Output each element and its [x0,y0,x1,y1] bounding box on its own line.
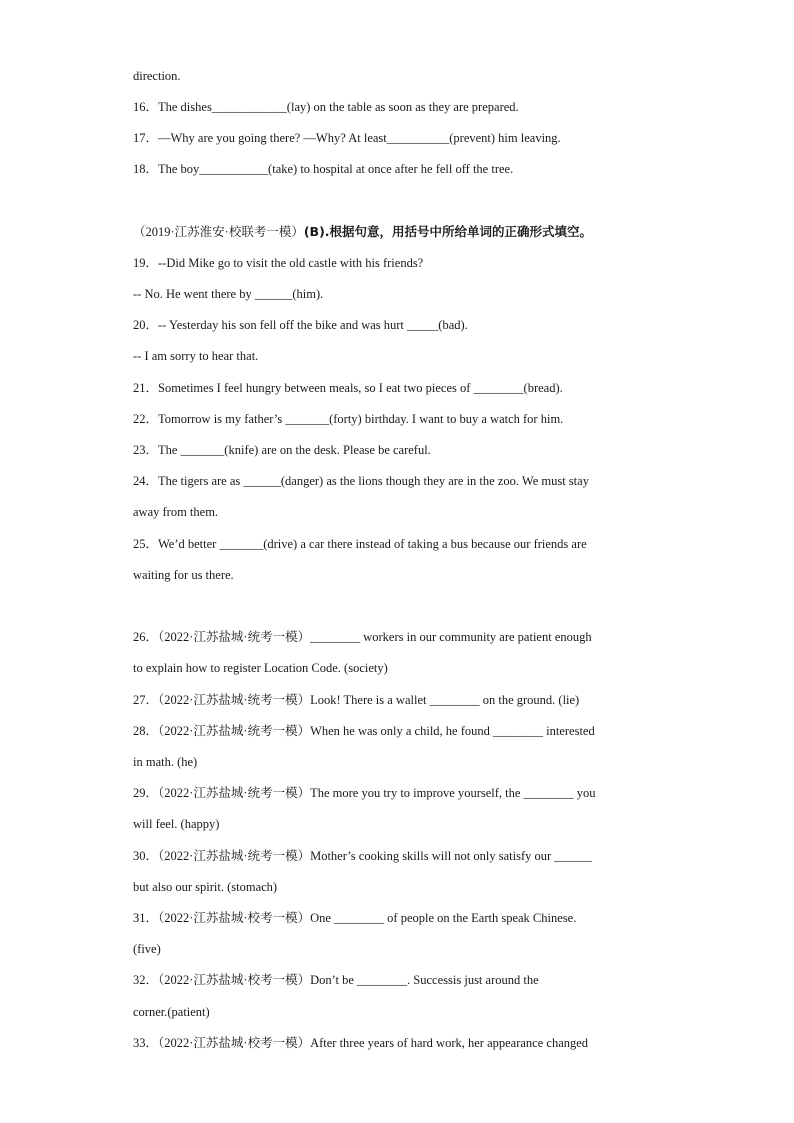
section-instruction: (B).根据句意，用括号中所给单词的正确形式填空。 [303,224,593,239]
answer-line-20: -- I am sorry to hear that. [133,349,259,363]
question-25: 25．We’d better _______(drive) a car there instead of taking a bus because our friends are [133,537,587,551]
question-32-cont: corner.(patient) [133,1005,210,1019]
question-24-cont: away from them. [133,505,219,519]
answer-line-19: -- No. He went there by ______(him). [133,287,324,301]
question-30: 30．（2022·江苏盐城·统考一模）Mother’s cooking skills will not only satisfy our ______ [133,849,592,863]
question-33: 33．（2022·江苏盐城·校考一模）After three years of hard work, her appearance changed [133,1036,589,1050]
question-24: 24．The tigers are as ______(danger) as the lions though they are in the zoo. We must stay [133,474,589,488]
question-25-cont: waiting for us there. [133,568,234,582]
section-source: （2019·江苏淮安·校联考一模） [133,225,304,239]
question-18: 18．The boy___________(take) to hospital at once after he fell off the tree. [133,162,514,176]
question-19: 19．--Did Mike go to visit the old castle with his friends? [133,256,424,270]
question-20: 20．-- Yesterday his son fell off the bike and was hurt _____(bad). [133,318,468,332]
question-22: 22．Tomorrow is my father’s _______(forty) birthday. I want to buy a watch for him. [133,412,564,426]
question-30-cont: but also our spirit. (stomach) [133,880,278,894]
question-21: 21．Sometimes I feel hungry between meals, so I eat two pieces of ________(bread). [133,381,563,395]
question-23: 23．The _______(knife) are on the desk. Please be careful. [133,443,431,457]
question-28-cont: in math. (he) [133,755,198,769]
question-17: 17．—Why are you going there? —Why? At least__________(prevent) him leaving. [133,131,561,145]
question-29: 29．（2022·江苏盐城·统考一模）The more you try to improve yourself, the ________ you [133,786,596,800]
question-31: 31．（2022·江苏盐城·校考一模）One ________ of people on the Earth speak Chinese. [133,911,577,925]
question-29-cont: will feel. (happy) [133,817,220,831]
question-27: 27．（2022·江苏盐城·统考一模）Look! There is a wallet ________ on the ground. (lie) [133,693,580,707]
question-26: 26．（2022·江苏盐城·统考一模）________ workers in our community are patient enough [133,630,592,644]
question-31-cont: (five) [133,942,161,956]
question-28: 28．（2022·江苏盐城·统考一模）When he was only a child, he found ________ interested [133,724,595,738]
text-line: direction. [133,69,181,83]
question-26-cont: to explain how to register Location Code. (society) [133,661,388,675]
question-32: 32．（2022·江苏盐城·校考一模）Don’t be ________. Successis just around the [133,973,539,987]
question-16: 16．The dishes____________(lay) on the table as soon as they are prepared. [133,100,519,114]
section-heading [133,224,663,240]
